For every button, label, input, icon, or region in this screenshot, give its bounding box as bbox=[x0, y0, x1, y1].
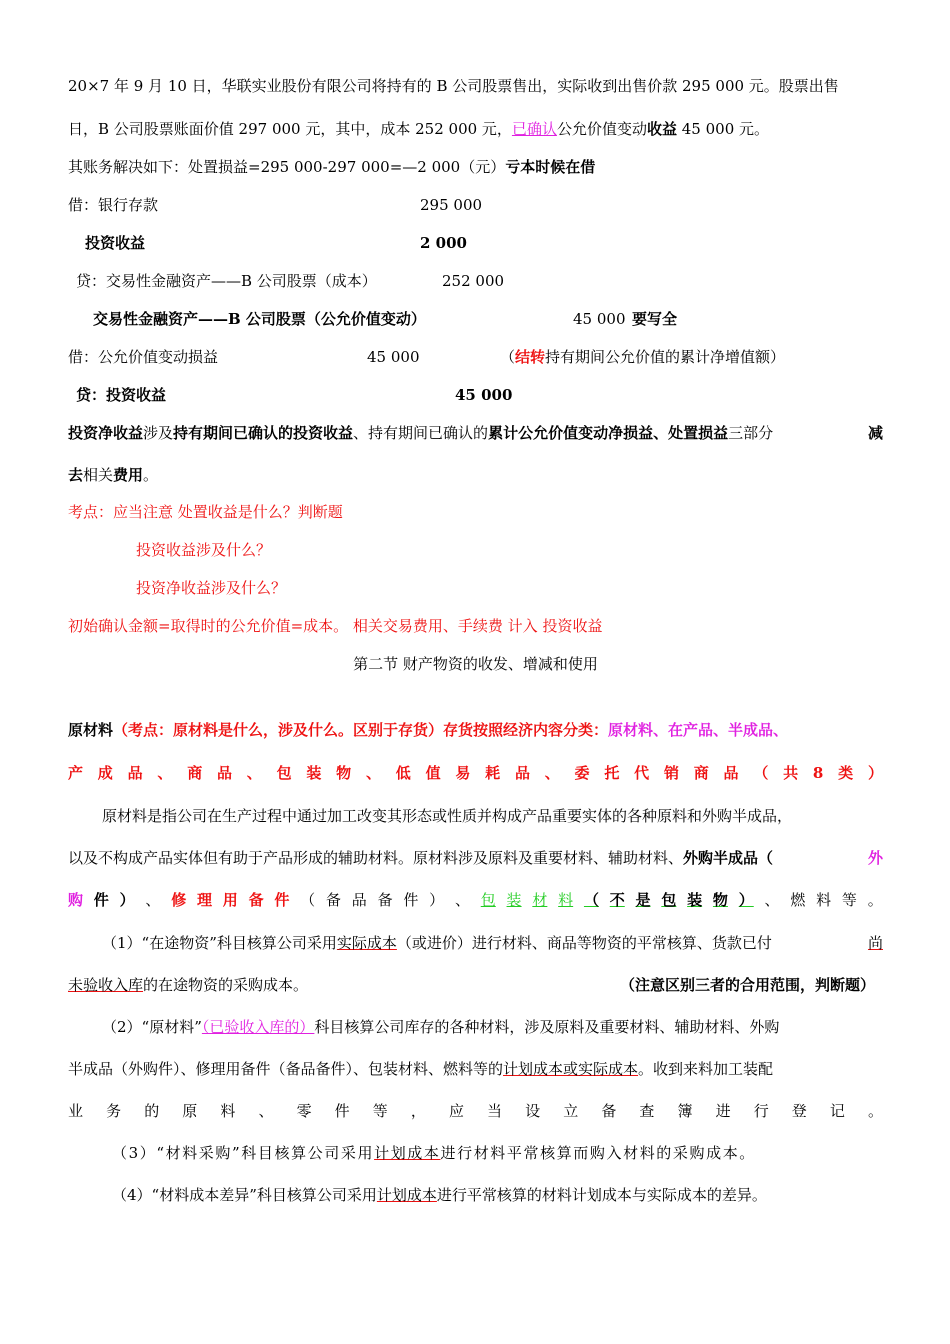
glyph: ， bbox=[410, 1102, 426, 1120]
text: 。收到来料加工装配 bbox=[638, 1060, 774, 1078]
bold-gain: 收益 bbox=[646, 120, 677, 138]
glyph: 、 bbox=[145, 891, 161, 909]
glyph: 成 bbox=[97, 764, 113, 782]
text: 45 000 元。 bbox=[676, 120, 770, 138]
glyph: 理 bbox=[196, 891, 212, 909]
calc-line bbox=[68, 157, 883, 177]
underlined-term: 计划成本 bbox=[374, 1144, 441, 1162]
term-raw-material: 原材料 bbox=[68, 721, 114, 739]
glyph: 行 bbox=[753, 1102, 769, 1120]
text: 三部分 bbox=[728, 424, 774, 442]
calc-text: 其账务解决如下：处置损益=295 000-297 000=—2 000（元） bbox=[68, 158, 506, 176]
glyph: 装 bbox=[506, 891, 522, 909]
text-bold: 去 bbox=[68, 466, 84, 484]
glyph: 原 bbox=[182, 1102, 198, 1120]
glyph: 应 bbox=[448, 1102, 464, 1120]
glyph: 料 bbox=[558, 891, 574, 909]
glyph: ） bbox=[119, 891, 135, 909]
text: 日，B 公司股票账面价值 297 000 元，其中，成本 252 000 元， bbox=[68, 120, 512, 138]
text: 以及不构成产品实体但有助于产品形成的辅助材料。原材料涉及原料及重要材料、辅助材料、 bbox=[68, 849, 684, 867]
glyph: 物 bbox=[336, 764, 352, 782]
glyph: 当 bbox=[487, 1102, 503, 1120]
glyph: 用 bbox=[222, 891, 238, 909]
entry-amount: 252 000 bbox=[442, 272, 505, 290]
text: 的在途物资的采购成本。 bbox=[143, 976, 309, 994]
glyph: （ bbox=[583, 891, 599, 909]
account-line-1 bbox=[102, 933, 883, 953]
glyph: 品 bbox=[351, 891, 367, 909]
text: 涉及 bbox=[143, 424, 174, 442]
entry-line-5 bbox=[68, 347, 883, 367]
glyph: ） bbox=[738, 891, 754, 909]
glyph: 、 bbox=[157, 764, 173, 782]
entry-line-2 bbox=[68, 233, 883, 253]
glyph: 等 bbox=[372, 1102, 388, 1120]
glyph: 产 bbox=[68, 764, 84, 782]
text: （3）“材料采购”科目核算公司采用 bbox=[112, 1144, 375, 1162]
glyph: 包 bbox=[276, 764, 292, 782]
underlined-term: 未验收入库 bbox=[68, 976, 144, 994]
text: 相关 bbox=[83, 466, 114, 484]
text-bold: 减 bbox=[867, 424, 883, 442]
material-scope-line1 bbox=[68, 848, 883, 868]
text: 、持有期间已确认的 bbox=[353, 424, 489, 442]
glyph: 易 bbox=[455, 764, 471, 782]
text-magenta: 外 bbox=[867, 849, 883, 867]
glyph: 的 bbox=[144, 1102, 160, 1120]
text-bold: 费用 bbox=[113, 466, 144, 484]
entry-amount: 2 000 bbox=[420, 234, 467, 252]
glyph: 立 bbox=[563, 1102, 579, 1120]
text: 进行材料平常核算而购入材料的采购成本。 bbox=[440, 1144, 756, 1162]
entry-label: 贷：交易性金融资产——B 公司股票（成本） bbox=[76, 272, 377, 290]
glyph: 备 bbox=[377, 891, 393, 909]
net-gain-line2 bbox=[68, 465, 883, 485]
glyph: 销 bbox=[663, 764, 679, 782]
account-line-7 bbox=[112, 1185, 883, 1205]
glyph: 、 bbox=[246, 764, 262, 782]
glyph: 类 bbox=[838, 764, 854, 782]
exam-point-1: 考点：应当注意 处置收益是什么？判断题 bbox=[68, 503, 343, 521]
underlined-term: 计划成本或实际成本 bbox=[503, 1060, 639, 1078]
note-paren: （ bbox=[500, 348, 516, 366]
glyph: （ bbox=[753, 764, 769, 782]
glyph: 等 bbox=[841, 891, 857, 909]
text: 。 bbox=[143, 466, 159, 484]
glyph: 料 bbox=[816, 891, 832, 909]
entry-label: 贷：投资收益 bbox=[76, 386, 167, 404]
glyph: 零 bbox=[296, 1102, 312, 1120]
entry-label: 投资收益 bbox=[85, 234, 146, 252]
glyph: 托 bbox=[604, 764, 620, 782]
underlined-term: 实际成本 bbox=[336, 934, 397, 952]
glyph: 品 bbox=[127, 764, 143, 782]
glyph: 备 bbox=[248, 891, 264, 909]
entry-line-3 bbox=[68, 271, 883, 291]
glyph: 记 bbox=[829, 1102, 845, 1120]
account-line-3 bbox=[102, 1017, 883, 1037]
glyph: 燃 bbox=[790, 891, 806, 909]
text: （1）“在途物资”科目核算公司采用 bbox=[102, 934, 337, 952]
material-scope-line2 bbox=[68, 890, 883, 910]
glyph: 购 bbox=[68, 891, 84, 909]
section-title: 第二节 财产物资的收发、增减和使用 bbox=[353, 655, 598, 673]
text: （2）“原材料” bbox=[102, 1018, 202, 1036]
entry-label: 借：公允价值变动损益 bbox=[68, 348, 219, 366]
account-line-6 bbox=[112, 1143, 883, 1163]
entry-amount: 45 000 bbox=[573, 310, 626, 328]
underlined-term: 尚 bbox=[867, 934, 883, 952]
note-key: 结转 bbox=[515, 348, 546, 366]
highlight-confirmed: 已确认 bbox=[511, 120, 557, 138]
account-line-4 bbox=[68, 1059, 883, 1079]
glyph: 、 bbox=[365, 764, 381, 782]
entry-note: 要写全 bbox=[632, 310, 678, 328]
glyph: 委 bbox=[574, 764, 590, 782]
account-line-2 bbox=[68, 975, 883, 995]
glyph: 查 bbox=[639, 1102, 655, 1120]
glyph: 包 bbox=[480, 891, 496, 909]
glyph: 品 bbox=[723, 764, 739, 782]
material-definition: 原材料是指公司在生产过程中通过加工改变其形态或性质并构成产品重要实体的各种原料和外购半成品， bbox=[102, 807, 793, 825]
glyph: 商 bbox=[187, 764, 203, 782]
glyph: 装 bbox=[306, 764, 322, 782]
glyph: 材 bbox=[532, 891, 548, 909]
glyph: 不 bbox=[609, 891, 625, 909]
entry-amount: 45 000 bbox=[367, 348, 420, 366]
glyph: 包 bbox=[661, 891, 677, 909]
glyph: 物 bbox=[712, 891, 728, 909]
material-line1 bbox=[68, 720, 883, 740]
glyph: 品 bbox=[514, 764, 530, 782]
glyph: 。 bbox=[867, 891, 883, 909]
calc-note: 亏本时候在借 bbox=[505, 158, 596, 176]
glyph: 设 bbox=[525, 1102, 541, 1120]
glyph: 。 bbox=[867, 1102, 883, 1120]
entry-label: 交易性金融资产——B 公司股票（公允价值变动） bbox=[93, 310, 426, 328]
glyph: 商 bbox=[693, 764, 709, 782]
glyph: 簿 bbox=[677, 1102, 693, 1120]
text: 科目核算公司库存的各种材料，涉及原料及重要材料、辅助材料、外购 bbox=[314, 1018, 780, 1036]
glyph: 低 bbox=[395, 764, 411, 782]
text-bold: 累计公允价值变动净损益、处置损益 bbox=[488, 424, 729, 442]
text: 半成品（外购件）、修理用备件（备品备件）、包装材料、燃料等的 bbox=[68, 1060, 504, 1078]
text-bold: 持有期间已确认的投资收益 bbox=[173, 424, 354, 442]
glyph: 登 bbox=[791, 1102, 807, 1120]
highlight-verified: （已验收入库的） bbox=[201, 1018, 315, 1036]
material-line2 bbox=[68, 763, 883, 783]
glyph: 进 bbox=[715, 1102, 731, 1120]
entry-line-4 bbox=[68, 309, 883, 329]
glyph: 业 bbox=[68, 1102, 84, 1120]
glyph: 件 bbox=[403, 891, 419, 909]
glyph: 共 bbox=[783, 764, 799, 782]
text: 公允价值变动 bbox=[556, 120, 647, 138]
glyph: 、 bbox=[544, 764, 560, 782]
text-bold: 投资净收益 bbox=[68, 424, 144, 442]
glyph: 、 bbox=[764, 891, 780, 909]
text: 进行平常核算的材料计划成本与实际成本的差异。 bbox=[436, 1186, 767, 1204]
entry-amount: 45 000 bbox=[455, 386, 513, 404]
glyph: 装 bbox=[687, 891, 703, 909]
glyph: 、 bbox=[258, 1102, 274, 1120]
exam-note: （考点：原材料是什么，涉及什么。区别于存货）存货按照经济内容分类： bbox=[113, 721, 609, 739]
underlined-term: 计划成本 bbox=[376, 1186, 437, 1204]
glyph: 修 bbox=[171, 891, 187, 909]
glyph: 备 bbox=[601, 1102, 617, 1120]
glyph: 件 bbox=[93, 891, 109, 909]
entry-line-6 bbox=[68, 385, 883, 405]
glyph: 8 bbox=[812, 764, 824, 782]
glyph: 件 bbox=[274, 891, 290, 909]
text-bold: （注意区别三者的合用范围，判断题） bbox=[619, 976, 875, 994]
category-list: 原材料、在产品、半成品、 bbox=[608, 721, 789, 739]
exam-point-3: 投资净收益涉及什么？ bbox=[136, 579, 287, 597]
glyph: 值 bbox=[425, 764, 441, 782]
paragraph-sale-line1: 20×7 年 9 月 10 日，华联实业股份有限公司将持有的 B 公司股票售出，实际收到出售价款 295 000 元。股票出售 bbox=[68, 77, 839, 95]
entry-label: 借：银行存款 bbox=[68, 196, 159, 214]
exam-point-2: 投资收益涉及什么？ bbox=[136, 541, 272, 559]
glyph: 是 bbox=[635, 891, 651, 909]
text: （4）“材料成本差异”科目核算公司采用 bbox=[112, 1186, 377, 1204]
paragraph-sale-line2 bbox=[68, 119, 883, 139]
glyph: 件 bbox=[334, 1102, 350, 1120]
glyph: 品 bbox=[216, 764, 232, 782]
net-gain-line1 bbox=[68, 423, 883, 443]
glyph: ） bbox=[429, 891, 445, 909]
glyph: ） bbox=[867, 764, 883, 782]
text-bold: 外购半成品（ bbox=[683, 849, 774, 867]
note-text: 持有期间公允价值的累计净增值额） bbox=[545, 348, 786, 366]
glyph: 耗 bbox=[485, 764, 501, 782]
glyph: 务 bbox=[106, 1102, 122, 1120]
glyph: 料 bbox=[220, 1102, 236, 1120]
text: （或进价）进行材料、商品等物资的平常核算、货款已付 bbox=[396, 934, 772, 952]
exam-point-4: 初始确认金额=取得时的公允价值=成本。 相关交易费用、手续费 计入 投资收益 bbox=[68, 617, 603, 635]
entry-line-1 bbox=[68, 195, 883, 215]
entry-amount: 295 000 bbox=[420, 196, 483, 214]
glyph: 、 bbox=[454, 891, 470, 909]
glyph: 代 bbox=[634, 764, 650, 782]
glyph: （ bbox=[300, 891, 316, 909]
account-line-5 bbox=[68, 1101, 883, 1121]
glyph: 备 bbox=[325, 891, 341, 909]
